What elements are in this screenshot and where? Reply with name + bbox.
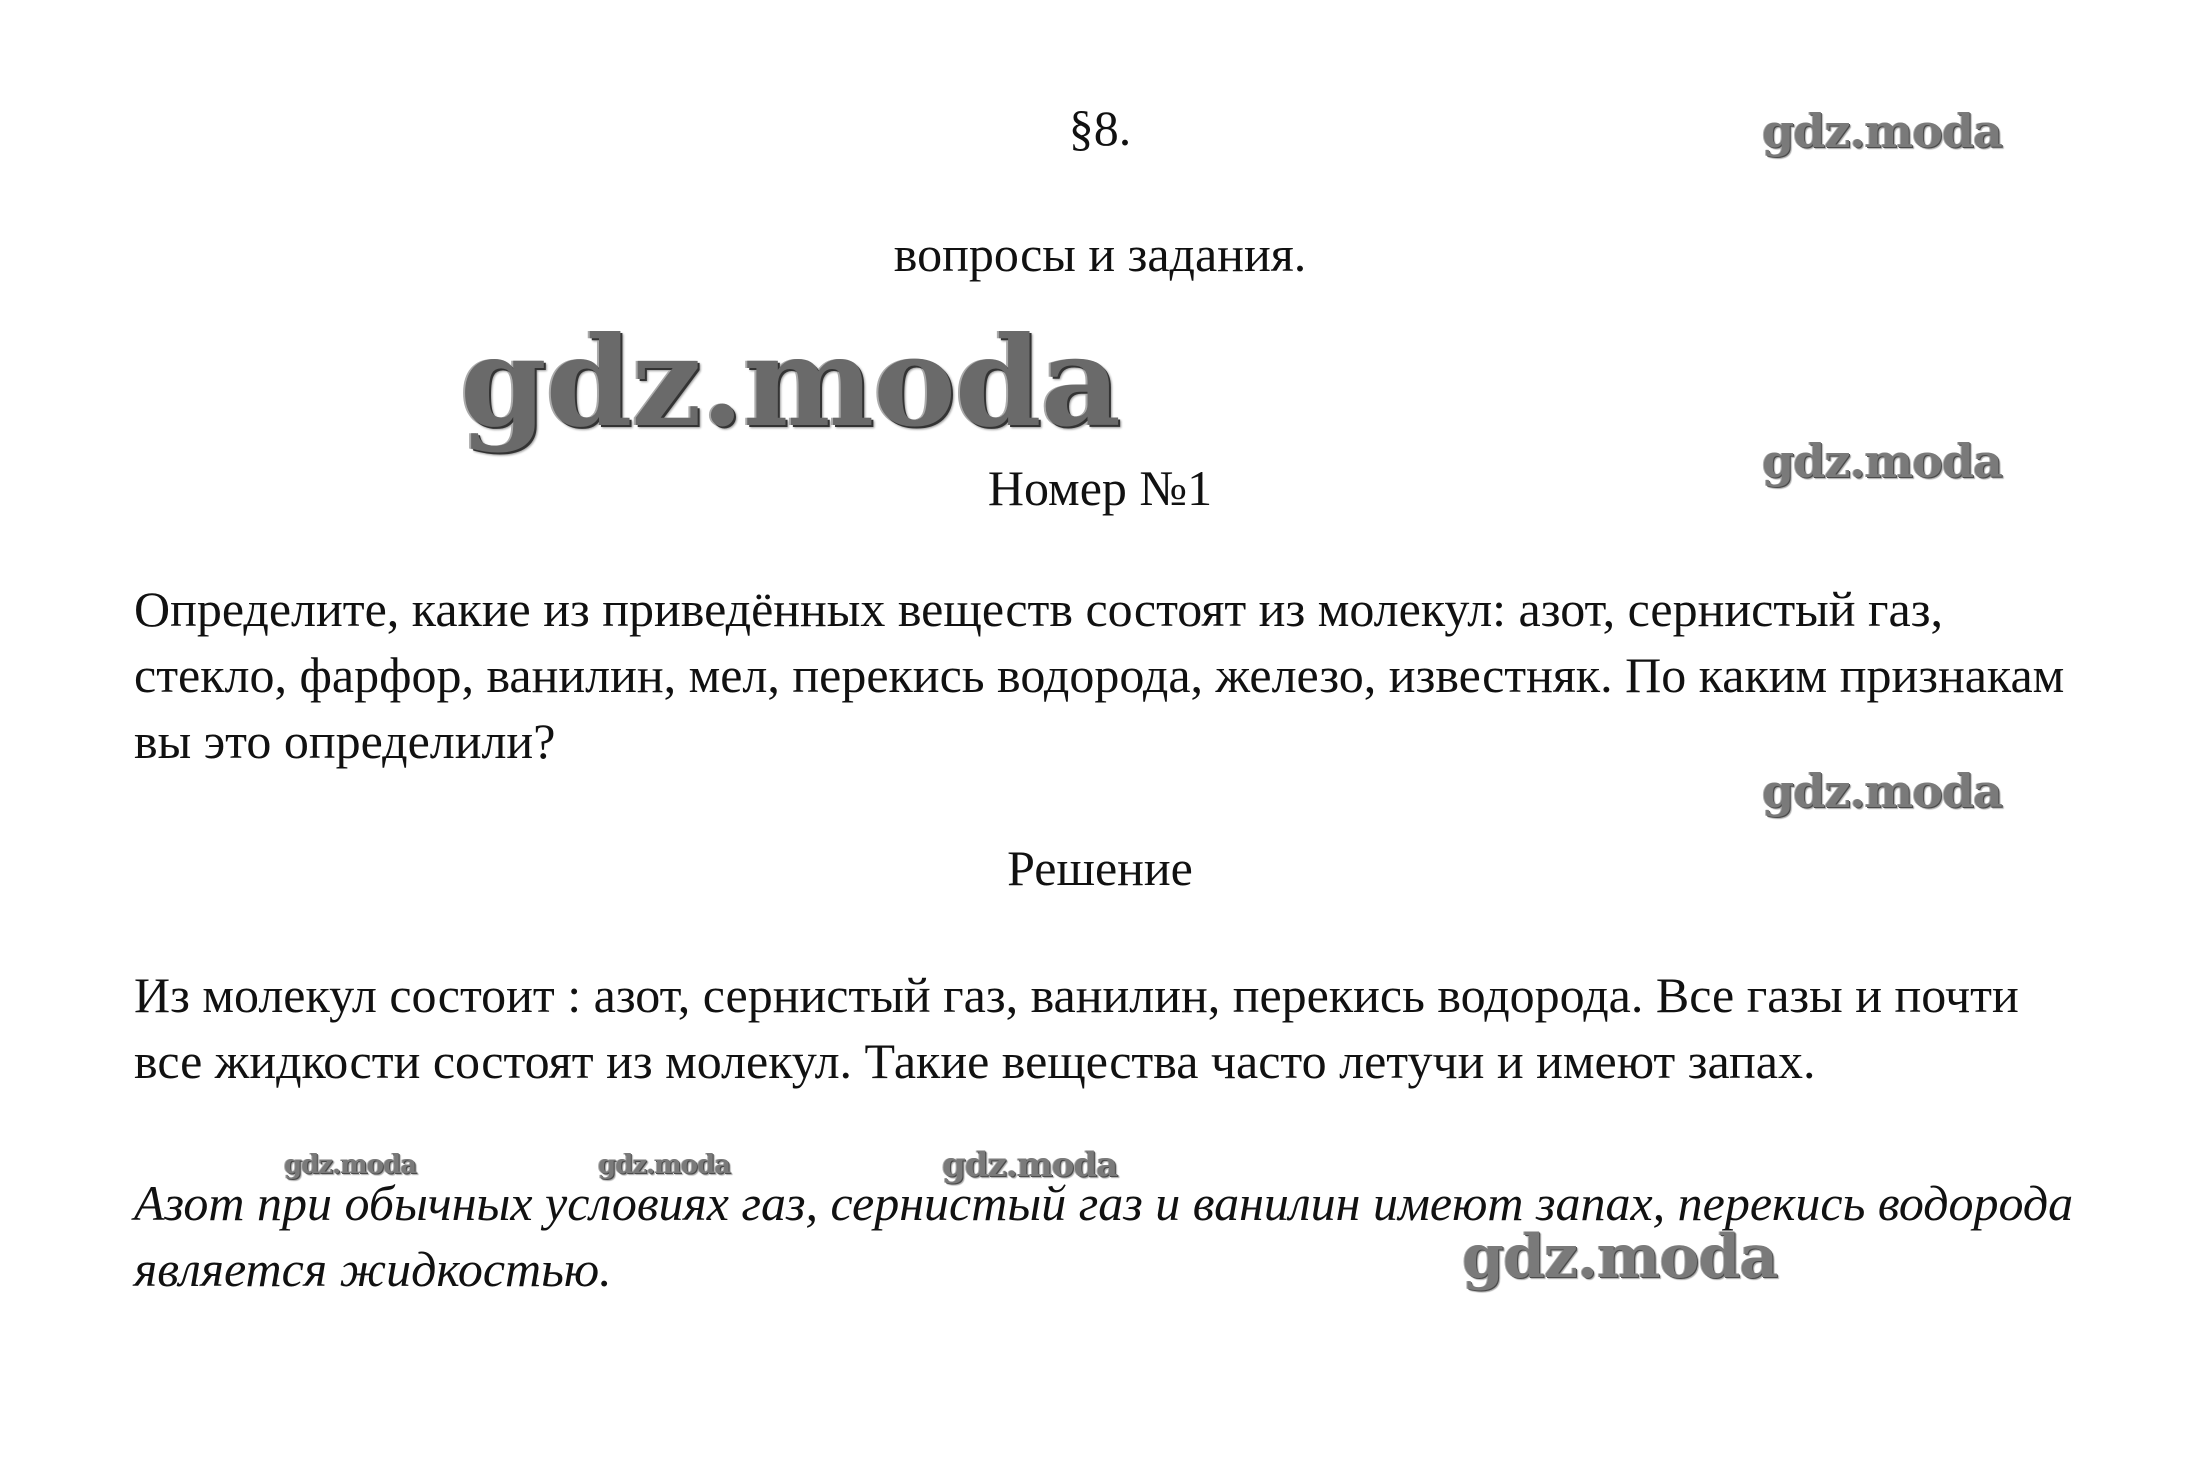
watermark-right-middle: gdz.moda bbox=[1762, 434, 2002, 488]
solution-title: Решение bbox=[1007, 840, 1193, 896]
watermark-right-lower: gdz.moda bbox=[1762, 764, 2002, 818]
solution-explanation: Азот при обычных условиях газ, сернистый газ и ванилин имеют запах, перекись водорода является жидкостью. bbox=[134, 1175, 2074, 1297]
watermark-right-top: gdz.moda bbox=[1762, 104, 2002, 158]
watermark-small-right: gdz.moda bbox=[942, 1145, 1118, 1185]
task-question: Определите, какие из приведённых веществ состоят из молекул: азот, сернистый газ, стекло, фарфор, ванилин, мел, перекись водорода, железо, известняк. По каким признакам вы это определили? bbox=[134, 581, 2065, 769]
watermark-large: gdz.moda bbox=[460, 310, 1120, 455]
watermark-small-middle: gdz.moda bbox=[598, 1150, 731, 1180]
watermark-small-left: gdz.moda bbox=[284, 1150, 417, 1180]
task-number-title: Номер №1 bbox=[987, 460, 1213, 516]
watermark-bottom: gdz.moda bbox=[1462, 1222, 1778, 1292]
solution-answer: Из молекул состоит : азот, сернистый газ, ванилин, перекись водорода. Все газы и почти все жидкости состоят из молекул. Такие вещества часто летучи и имеют запах. bbox=[134, 967, 2019, 1089]
section-subtitle: вопросы и задания. bbox=[893, 226, 1307, 282]
section-number: §8. bbox=[1068, 100, 1132, 156]
